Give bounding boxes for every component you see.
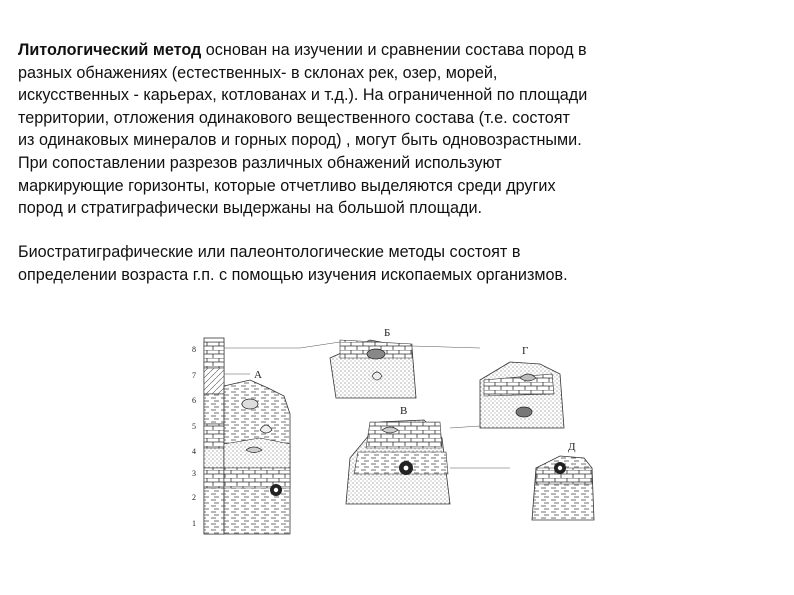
paragraph-line: Биостратиграфические или палеонтологические методы состоят в (18, 243, 521, 261)
paragraph-line: При сопоставлении разрезов различных обнажений используют (18, 153, 502, 172)
line-text: основан на изучении и сравнении состава пород в (201, 41, 587, 59)
paragraph-line: территории, отложения одинакового вещественного состава (т.е. состоят (18, 108, 570, 127)
scale-label-5: 5 (192, 422, 196, 431)
scale-label-4: 4 (192, 447, 196, 456)
paragraph-line: искусственных - карьерах, котлованах и т.д.). На ограниченной по площади (18, 86, 588, 105)
scale-label-6: 6 (192, 396, 196, 405)
scale-label-3: 3 (192, 469, 196, 478)
section-a-outcrop (224, 369, 290, 534)
scale-label-2: 2 (192, 493, 196, 502)
paragraph-line: разных обнажениях (естественных- в склонах рек, озер, морей, (18, 63, 498, 82)
paragraph-line: определении возраста г.п. с помощью изучения ископаемых организмов. (18, 265, 568, 284)
term-lithological-method: Литологический метод (18, 41, 202, 59)
section-d-outcrop (532, 441, 594, 520)
section-v-outcrop (346, 405, 450, 504)
section-label-d: Д (568, 441, 576, 453)
outcrop-correlation-figure (180, 318, 600, 590)
scale-label-8: 8 (192, 345, 196, 354)
section-label-b: Б (384, 327, 391, 339)
section-label-g: Г (522, 345, 529, 357)
biostratigraphic-method-paragraph (18, 241, 758, 286)
scale-label-1: 1 (192, 519, 196, 528)
scale-label-7: 7 (192, 371, 196, 380)
section-b-outcrop (300, 327, 480, 398)
lithological-method-paragraph (18, 39, 758, 220)
paragraph-line: пород и стратиграфически выдержаны на большой площади. (18, 199, 482, 218)
section-label-v: В (400, 405, 408, 417)
scale-labels (192, 345, 196, 528)
paragraph-line: маркирующие горизонты, которые отчетливо выделяются среди других (18, 176, 556, 195)
paragraph-line (18, 39, 758, 62)
section-g-outcrop (450, 345, 564, 468)
section-label-a: А (254, 369, 262, 381)
paragraph-line: из одинаковых минералов и горных пород) , могут быть одновозрастными. (18, 131, 582, 150)
